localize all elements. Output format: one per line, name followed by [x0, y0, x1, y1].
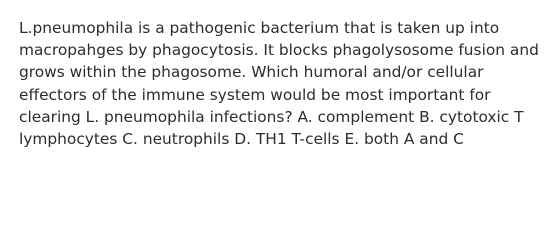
- question-text: L.pneumophila is a pathogenic bacterium that is taken up into macropahges by phagocytosis. It blocks phagolysosome fusion and grows within the phagosome. Which humoral and/or cellular effectors of the immune system would be most important for clearing L. pneumophila infections? A. complement B. cytotoxic T lymphocytes C. neutrophils D. TH1 T-cells E. both A and C: [19, 19, 539, 149]
